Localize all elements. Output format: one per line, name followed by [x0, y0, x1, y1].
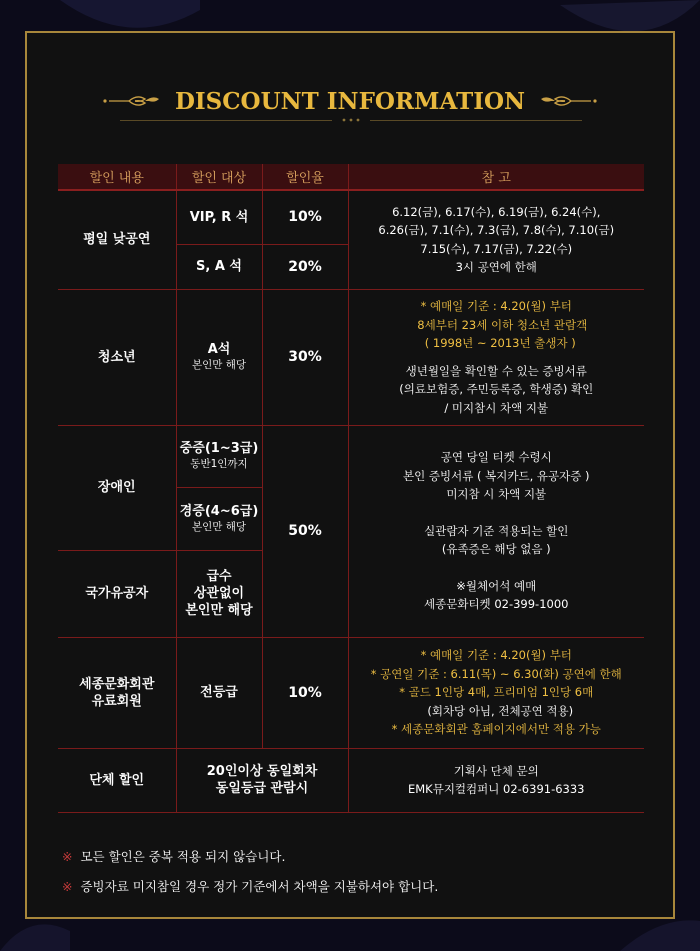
footer-note-text: 증빙자료 미지참일 경우 정가 기준에서 차액을 지불하셔야 합니다.: [80, 879, 439, 894]
notes-youth: [348, 289, 644, 425]
header-discount-type: 할인 내용: [58, 164, 176, 190]
category-group: 단체 할인: [58, 748, 176, 812]
note-line: 생년월일을 확인할 수 있는 증빙서류: [405, 363, 587, 378]
category-veteran: 국가유공자: [58, 550, 176, 637]
target-mild-label: 경증(4~6급): [179, 503, 259, 519]
rate-member: 10%: [262, 637, 348, 748]
note-line: * 공연일 기준 : 6.11(목) ~ 6.30(화) 공연에 한해: [370, 666, 622, 681]
target-severe: [176, 425, 262, 487]
table-header-row: [58, 164, 644, 190]
table-row: [58, 190, 644, 244]
target-veteran-line: 급수: [206, 569, 232, 584]
note-line: * 골드 1인당 4매, 프리미엄 1인당 6매: [399, 685, 594, 700]
note-line: ( 1998년 ~ 2013년 출생자 ): [424, 336, 576, 350]
notes-weekday: [348, 190, 644, 289]
target-group-line: 동일등급 관람시: [215, 781, 309, 796]
rate-disabled-veteran: 50%: [262, 425, 348, 637]
title-dots-icon: [341, 117, 361, 123]
target-group: [176, 748, 348, 812]
note-line: 실관람자 기준 적용되는 할인: [424, 523, 569, 538]
category-youth: 청소년: [58, 289, 176, 425]
category-member-line: 유료회원: [91, 693, 142, 709]
target-veteran-line: 상관없이: [193, 586, 245, 601]
rate-youth: 30%: [262, 289, 348, 425]
footer-note: [62, 872, 662, 902]
target-group-line: 20인이상 동일회차: [206, 764, 318, 779]
table-row: [58, 425, 644, 487]
target-youth-sub: 본인만 해당: [191, 359, 247, 371]
note-line: (회차당 아님, 전체공연 적용): [427, 703, 574, 718]
target-member: 전등급: [176, 637, 262, 748]
note-line: 본인 증빙서류 ( 복지카드, 유공자증 ): [403, 468, 590, 483]
target-mild: [176, 487, 262, 550]
target-youth: [176, 289, 262, 425]
note-line: * 세종문화회관 홈페이지에서만 적용 가능: [391, 722, 601, 737]
note-line: * 예매일 기준 : 4.20(월) 부터: [420, 299, 572, 313]
target-vip-r: VIP, R 석: [176, 190, 262, 244]
target-veteran-line: 본인만 해당: [185, 603, 253, 618]
note-line: 6.12(금), 6.17(수), 6.19(금), 6.24(수),: [392, 204, 601, 219]
notes-disabled-veteran: [348, 425, 644, 637]
right-flourish-icon: [537, 93, 599, 109]
reference-mark-icon: ※: [62, 849, 73, 864]
target-severe-sub: 동반1인까지: [190, 458, 248, 470]
note-line: 세종문화티켓 02-399-1000: [424, 597, 569, 612]
title-row: [0, 86, 700, 116]
target-veteran: [176, 550, 262, 637]
note-line: / 미지참시 차액 지불: [444, 400, 549, 415]
note-line: (의료보험증, 주민등록증, 학생증) 확인: [399, 382, 594, 396]
table-row: [58, 748, 644, 812]
footer-note-text: 모든 할인은 중복 적용 되지 않습니다.: [80, 849, 286, 864]
note-line: 기획사 단체 문의: [453, 763, 539, 778]
note-line: 7.15(수), 7.17(금), 7.22(수): [420, 241, 573, 256]
rate-vip-r: 10%: [262, 190, 348, 244]
note-line: 미지참 시 차액 지불: [446, 487, 547, 502]
target-severe-label: 중증(1~3급): [179, 441, 259, 456]
notes-member: [348, 637, 644, 748]
title-divider-left: [120, 120, 332, 121]
reference-mark-icon: ※: [62, 879, 73, 894]
target-s-a: S, A 석: [176, 244, 262, 289]
header-notes: 참 고: [348, 164, 644, 190]
note-line: 공연 당일 티켓 수령시: [440, 450, 552, 465]
left-flourish-icon: [101, 93, 163, 109]
target-mild-sub: 본인만 해당: [191, 520, 247, 533]
note-line: * 예매일 기준 : 4.20(월) 부터: [420, 648, 572, 663]
target-youth-label: A석: [207, 342, 231, 357]
category-member: [58, 637, 176, 748]
category-disabled: 장애인: [58, 425, 176, 550]
notes-group: [348, 748, 644, 812]
note-line: 3시 공연에 한해: [455, 260, 537, 275]
header-discount-rate: 할인율: [262, 164, 348, 190]
table-row: [58, 637, 644, 748]
note-line: 6.26(금), 7.1(수), 7.3(금), 7.8(수), 7.10(금): [378, 223, 615, 238]
title-divider-right: [370, 120, 582, 121]
table-row: [58, 289, 644, 425]
category-weekday: 평일 낮공연: [58, 190, 176, 289]
note-line: (유족증은 해당 없음 ): [441, 542, 551, 557]
rate-s-a: 20%: [262, 244, 348, 289]
page-title: DISCOUNT INFORMATION: [174, 87, 526, 115]
note-line: ※월체어석 예매: [456, 578, 537, 593]
footer-notes: [62, 842, 662, 902]
category-member-line: 세종문화회관: [79, 676, 155, 692]
footer-note: [62, 842, 662, 872]
discount-table: [58, 164, 644, 813]
note-line: EMK뮤지컬컴퍼니 02-6391-6333: [407, 782, 585, 796]
header-discount-target: 할인 대상: [176, 164, 262, 190]
note-line: 8세부터 23세 이하 청소년 관람객: [417, 317, 588, 332]
